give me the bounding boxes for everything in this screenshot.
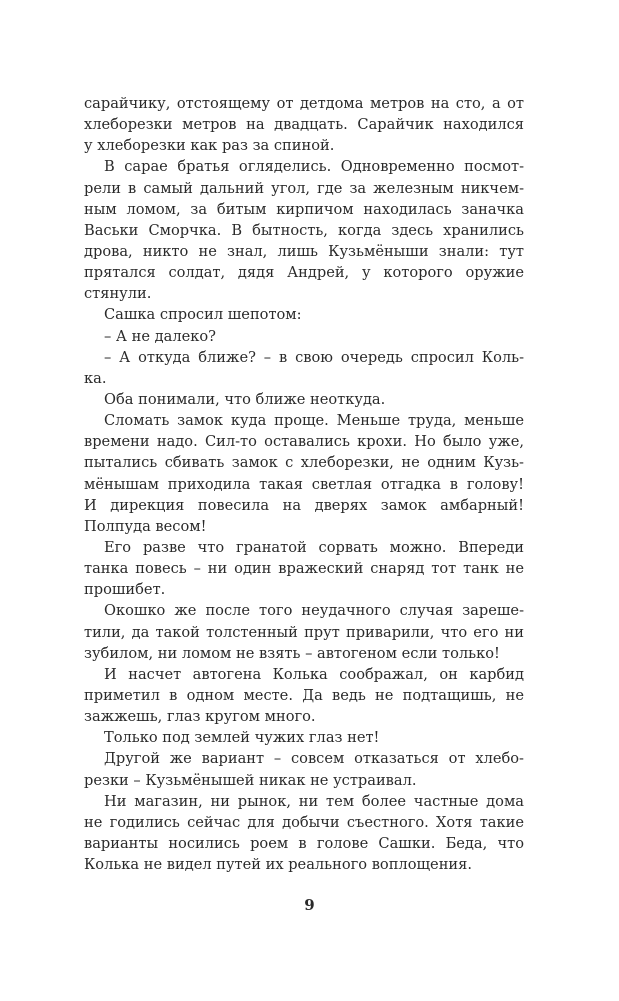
text-line: дрова, никто не знал, лишь Кузьмёныши знали: тут: [84, 242, 524, 260]
text-line: прошибет.: [84, 581, 166, 599]
text-line: Другой же вариант – совсем отказаться от хлебо-: [104, 750, 524, 768]
paragraph: [84, 664, 524, 727]
text-line: В сарае братья огляделись. Одновременно посмот-: [104, 158, 524, 176]
text-line: Его разве что гранатой сорвать можно. Впереди: [104, 538, 524, 556]
paragraph: [84, 537, 524, 600]
paragraph: [84, 156, 524, 304]
text-line: ка.: [84, 369, 107, 387]
text-line: тили, да такой толстенный прут приварили, что его ни: [84, 623, 524, 641]
text-line: резки – Кузьмёнышей никак не устраивал.: [84, 771, 417, 789]
paragraph: [84, 791, 524, 876]
text-line: Полпуда весом!: [84, 517, 207, 535]
body-text: [84, 93, 524, 875]
text-line: прятался солдат, дядя Андрей, у которого оружие: [84, 264, 524, 282]
text-line: варианты носились роем в голове Сашки. Беда, что: [84, 834, 524, 852]
text-line: Только под землей чужих глаз нет!: [104, 729, 380, 747]
text-line: Сломать замок куда проще. Меньше труда, меньше: [104, 412, 524, 430]
paragraph: [84, 304, 524, 325]
text-line: Окошко же после того неудачного случая зареше-: [104, 602, 524, 620]
text-line: рели в самый дальний угол, где за железным никчем-: [84, 179, 524, 197]
paragraph: [84, 410, 524, 537]
paragraph: [84, 93, 524, 156]
text-line: Ни магазин, ни рынок, ни тем более частные дома: [104, 792, 524, 810]
text-line: танка повесь – ни один вражеский снаряд тот танк не: [84, 560, 524, 578]
text-line: хлеборезки метров на двадцать. Сарайчик находился: [84, 116, 524, 134]
paragraph: [84, 600, 524, 663]
text-line: зажжешь, глаз кругом много.: [84, 708, 316, 726]
text-line: Сашка спросил шепотом:: [104, 306, 302, 324]
text-line: зубилом, ни ломом не взять – автогеном если только!: [84, 644, 500, 662]
text-line: – А не далеко?: [104, 327, 216, 345]
text-line: у хлеборезки как раз за спиной.: [84, 137, 335, 155]
paragraph: [84, 727, 524, 748]
paragraph: [84, 389, 524, 410]
text-line: Оба понимали, что ближе неоткуда.: [104, 390, 386, 408]
text-line: Колька не видел путей их реального воплощения.: [84, 856, 472, 874]
text-line: стянули.: [84, 285, 152, 303]
text-line: ным ломом, за битым кирпичом находилась заначка: [84, 200, 524, 218]
text-line: пытались сбивать замок с хлеборезки, не одним Кузь-: [84, 454, 524, 472]
text-line: И насчет автогена Колька соображал, он карбид: [104, 665, 524, 683]
text-line: мёнышам приходила такая светлая отгадка в голову!: [84, 475, 524, 493]
text-line: сарайчику, отстоящему от детдома метров на сто, а от: [84, 95, 524, 112]
paragraph: [84, 748, 524, 790]
page-number: 9: [304, 896, 315, 914]
text-line: приметил в одном месте. Да ведь не подтащишь, не: [84, 686, 524, 704]
paragraph: [84, 347, 524, 389]
text-line: И дирекция повесила на дверях замок амбарный!: [84, 496, 524, 514]
text-line: Васьки Сморчка. В бытность, когда здесь хранились: [84, 221, 524, 239]
text-line: не годились сейчас для добычи съестного. Хотя такие: [84, 813, 524, 831]
text-line: времени надо. Сил-то оставались крохи. Но было уже,: [84, 433, 524, 451]
text-line: – А откуда ближе? – в свою очередь спросил Коль-: [104, 348, 524, 366]
paragraph: [84, 326, 524, 347]
